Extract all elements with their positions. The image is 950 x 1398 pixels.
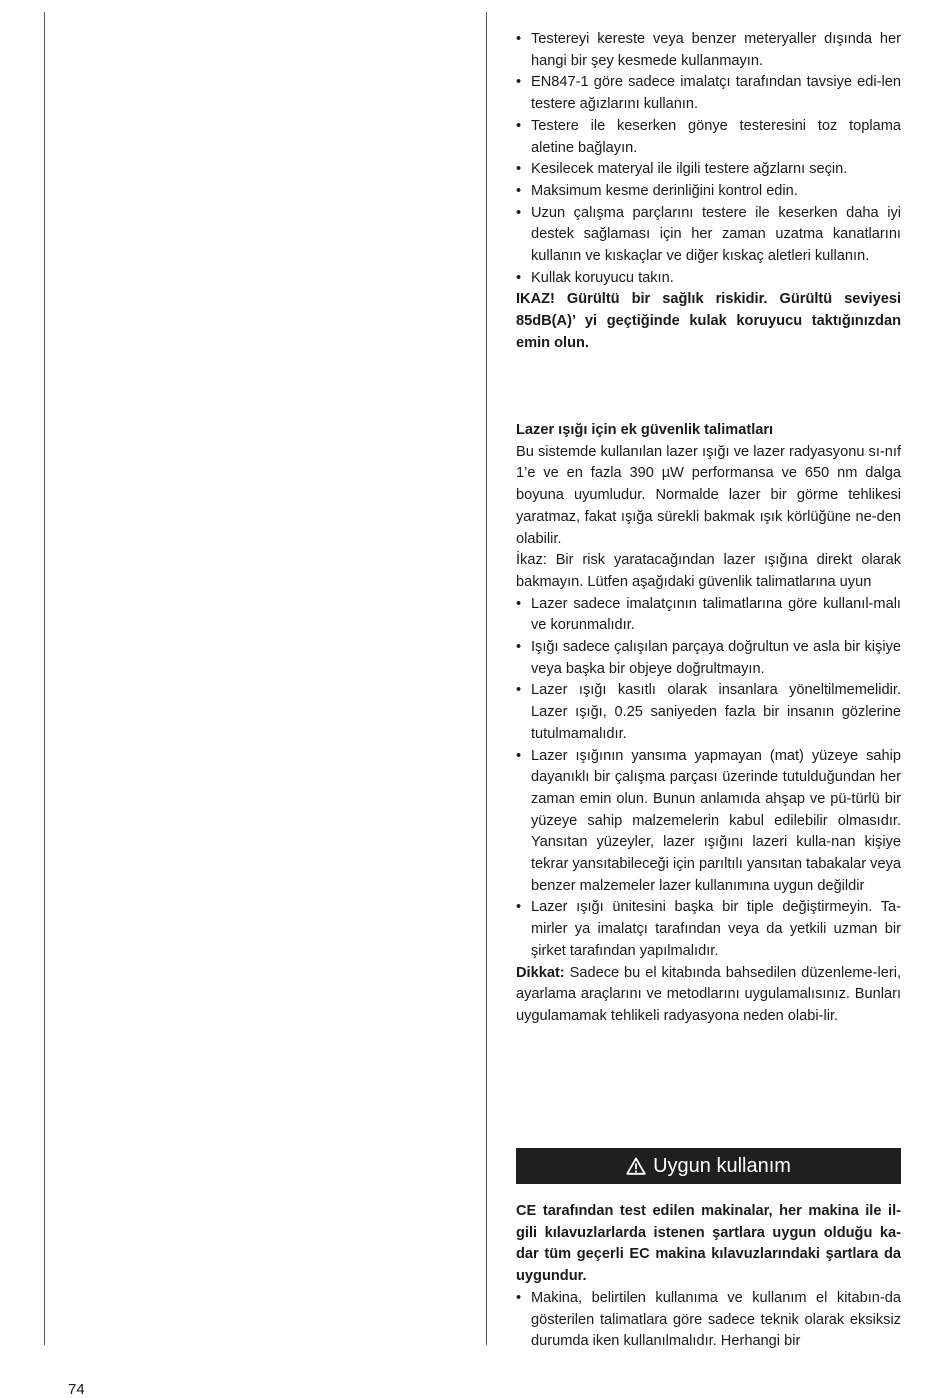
- list-item: • Makina, belirtilen kullanıma ve kullanım el kitabın-da gösterilen talimatlara göre sadece teknik olarak eksiksiz durumda iken kullanılmalıdır. Herhangi bir: [516, 1288, 901, 1353]
- paragraph: Bu sistemde kullanılan lazer ışığı ve lazer radyasyonu sı-nıf 1’e ve en fazla 390 µW performansa ve 650 nm dalga boyuna uyumludur. Normalde lazer bir görme tehlikesi yaratmaz, fakat ışığa sürekli bakmak ışık körlüğüne ne-den olabilir.: [516, 443, 901, 547]
- list-item: • Testereyi kereste veya benzer meteryaller dışında her hangi bir şey kesmede kullanmayın.: [516, 29, 901, 72]
- proper-use-section: [516, 1201, 901, 1353]
- safety-rules-section: [516, 29, 901, 355]
- list-item: • Lazer ışığı kasıtlı olarak insanlara yöneltilmemelidir. Lazer ışığı, 0.25 saniyeden fazla bir insanın gözlerine tutulmamalıdır.: [516, 680, 901, 745]
- list-item: • Testere ile keserken gönye testeresini toz toplama aletine bağlayın.: [516, 116, 901, 159]
- section-heading: Lazer ışığı için ek güvenlik talimatları: [516, 422, 774, 438]
- proper-use-intro: CE tarafından test edilen makinalar, her makina ile il-gili kılavuzlarlarda istenen şartlara uygun olduğu ka-dar tüm geçerli EC makina kılavuzlarındaki şartlara da uygundur.: [516, 1203, 901, 1285]
- warning-triangle-icon: [626, 1157, 646, 1175]
- list-item: • Lazer ışığı ünitesini başka bir tiple değiştirmeyin. Ta-mirler ya imalatçı tarafından veya da yetkili uzman bir şirket tarafından yapılmalıdır.: [516, 897, 901, 962]
- page-number: 74: [68, 1381, 85, 1398]
- list-item: • Işığı sadece çalışılan parçaya doğrultun ve asla bir kişiye veya başka bir objeye doğrultmayın.: [516, 637, 901, 680]
- left-column-rule: [44, 12, 45, 1345]
- proper-use-banner: [516, 1148, 901, 1184]
- list-item: • Lazer sadece imalatçının talimatlarına göre kullanıl-malı ve korunmalıdır.: [516, 594, 901, 637]
- laser-safety-section: [516, 420, 901, 1028]
- banner-title: Uygun kullanım: [653, 1154, 791, 1177]
- list-item: • Kesilecek materyal ile ilgili testere ağzlarnı seçin.: [516, 159, 901, 181]
- attention-text: Sadece bu el kitabında bahsedilen düzenleme-leri, ayarlama araçlarını ve metodlarını uygulamalısınız. Bunları uygulamamak tehlikeli radyasyona neden olabi-lir.: [516, 964, 901, 1024]
- list-item: • Maksimum kesme derinliğini kontrol edin.: [516, 181, 901, 203]
- list-item: • Uzun çalışma parçlarını testere ile keserken daha iyi destek sağlaması için her zaman uzatma kanatlarını kullanın ve kıskaçlar ve diğer kıskaç aletleri kullanın.: [516, 203, 901, 268]
- center-column-rule: [486, 12, 487, 1345]
- paragraph: İkaz: Bir risk yaratacağından lazer ışığına direkt olarak bakmayın. Lütfen aşağıdaki güvenlik talimatlarına uyun: [516, 552, 901, 590]
- attention-note: [516, 963, 901, 1028]
- noise-warning: IKAZ! Gürültü bir sağlık riskidir. Gürültü seviyesi 85dB(A)’ yi geçtiğinde kulak koruyucu taktığınızdan emin olun.: [516, 291, 901, 351]
- attention-label: Dikkat:: [516, 964, 565, 981]
- list-item: • Kullak koruyucu takın.: [516, 268, 901, 290]
- list-item: • EN847-1 göre sadece imalatçı tarafından tavsiye edi-len testere ağızlarını kullanın.: [516, 72, 901, 115]
- list-item: • Lazer ışığının yansıma yapmayan (mat) yüzeye sahip dayanıklı bir çalışma parçası üzerinde tutulduğundan her zaman emin olun. Bunun anlamıda ahşap ve pü-türlü bir yüzeye sahip malzemelerin kabul edilebilir olmasıdır. Yansıtan yüzeyler, lazer ışığını lazeri kulla-nan kişiye tekrar yansıtabileceği için parıltılı yansıtan tabakalar veya benzer malzemeler lazer kullanımına uygun değildir: [516, 746, 901, 898]
